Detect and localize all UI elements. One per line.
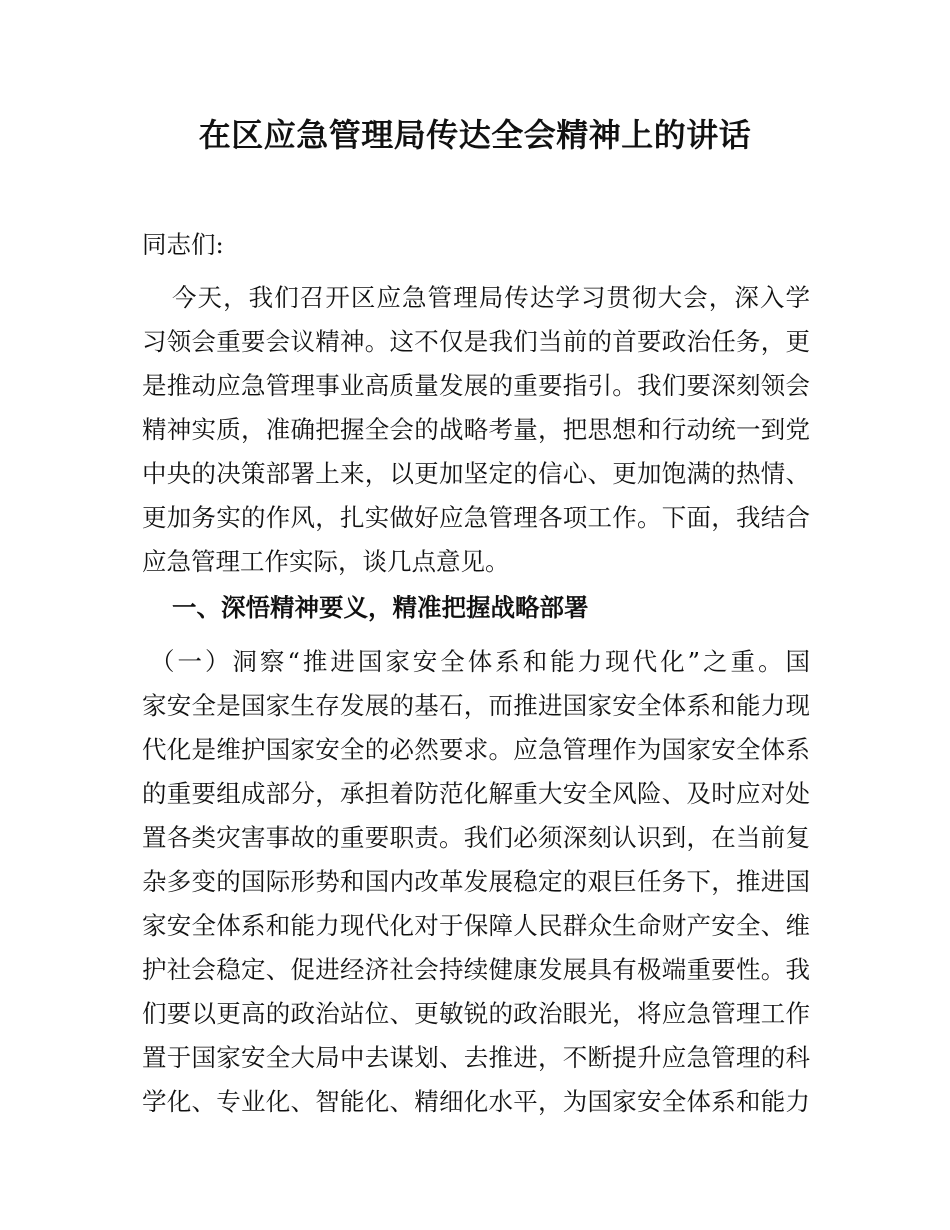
text-line: （一）洞察“推进国家安全体系和能力现代化”之重。国 <box>150 647 810 676</box>
text-line: 精神实质，准确把握全会的战略考量，把思想和行动统一到党 <box>142 415 810 444</box>
text-line: 置于国家安全大局中去谋划、去推进，不断提升应急管理的科 <box>142 1043 810 1072</box>
text-line: 的重要组成部分，承担着防范化解重大安全风险、及时应对处 <box>142 779 810 808</box>
text-line: 今天，我们召开区应急管理局传达学习贯彻大会，深入学 <box>172 283 810 312</box>
text-line: 习领会重要会议精神。这不仅是我们当前的首要政治任务，更 <box>142 327 810 356</box>
text-line: 们要以更高的政治站位、更敏锐的政治眼光，将应急管理工作 <box>142 999 810 1028</box>
document-title: 在区应急管理局传达全会精神上的讲话 <box>198 116 752 154</box>
text-line: 更加务实的作风，扎实做好应急管理各项工作。下面，我结合 <box>142 503 810 532</box>
text-line: 护社会稳定、促进经济社会持续健康发展具有极端重要性。我 <box>142 955 810 984</box>
paragraph-section-1-1 <box>142 640 810 1124</box>
text-line: 代化是维护国家安全的必然要求。应急管理作为国家安全体系 <box>142 735 810 764</box>
salutation: 同志们: <box>142 230 224 259</box>
paragraph-intro <box>142 276 810 584</box>
text-line: 应急管理工作实际，谈几点意见。 <box>142 547 510 576</box>
text-line: 学化、专业化、智能化、精细化水平，为国家安全体系和能力 <box>142 1087 810 1116</box>
text-line: 是推动应急管理事业高质量发展的重要指引。我们要深刻领会 <box>142 371 810 400</box>
section-heading: 一、深悟精神要义，精准把握战略部署 <box>172 593 589 622</box>
text-line: 中央的决策部署上来，以更加坚定的信心、更加饱满的热情、 <box>142 459 810 488</box>
text-line: 置各类灾害事故的重要职责。我们必须深刻认识到，在当前复 <box>142 823 810 852</box>
text-line: 杂多变的国际形势和国内改革发展稳定的艰巨任务下，推进国 <box>142 867 810 896</box>
text-line: 家安全是国家生存发展的基石，而推进国家安全体系和能力现 <box>142 691 810 720</box>
text-line: 家安全体系和能力现代化对于保障人民群众生命财产安全、维 <box>142 911 810 940</box>
